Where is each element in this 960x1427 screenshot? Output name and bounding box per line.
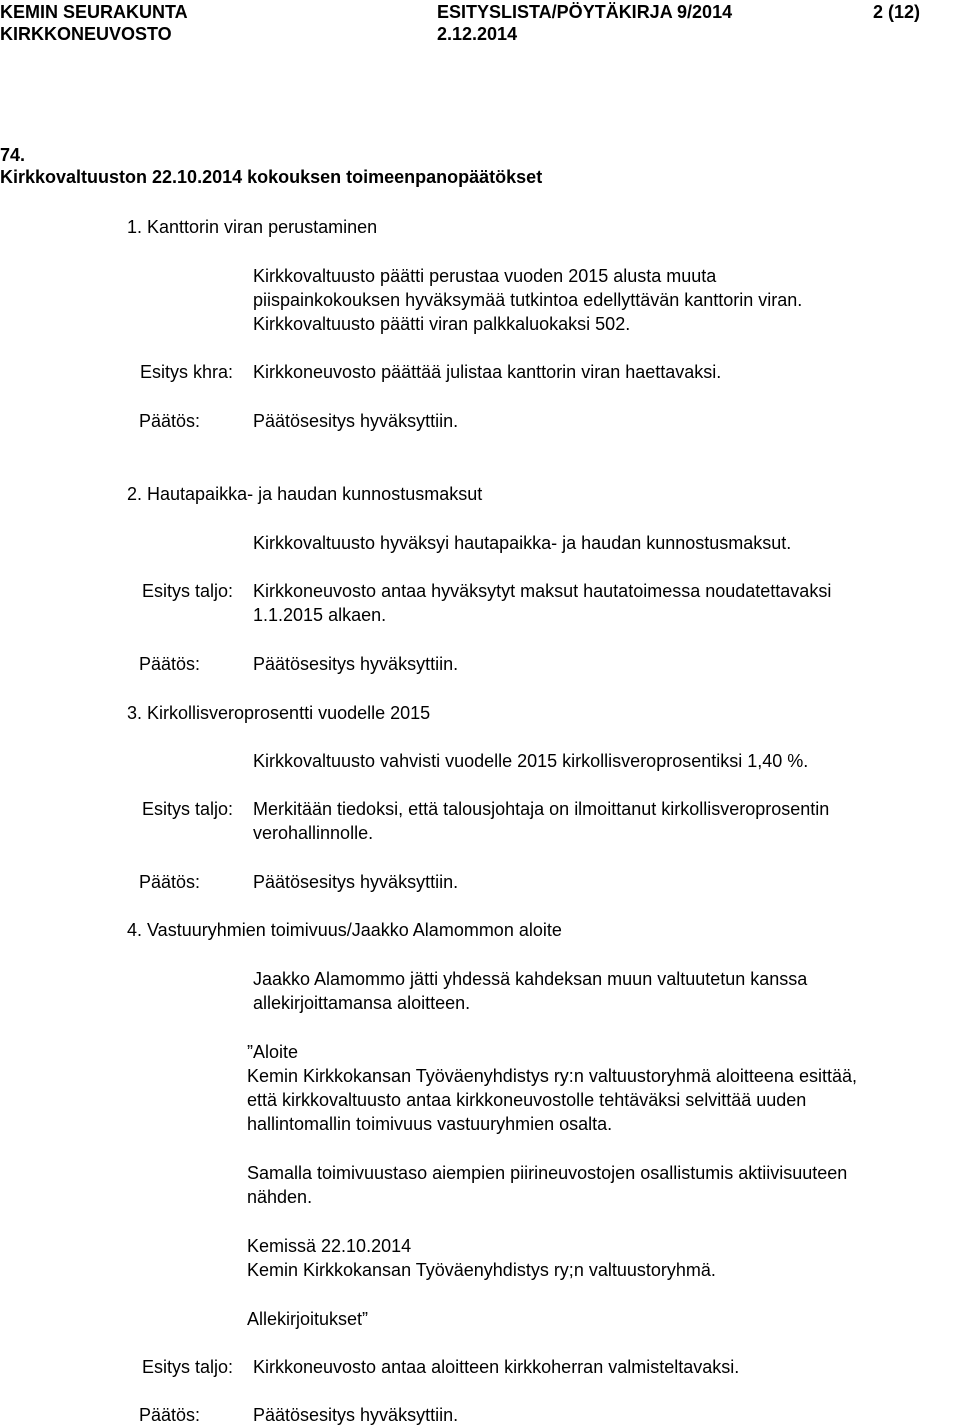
proposal-text: Merkitään tiedoksi, että talousjohtaja on ilmoittanut kirkollisveroprosentin <box>253 799 830 819</box>
item-text-line: Kirkkovaltuusto päätti viran palkkaluokaksi 502. <box>253 314 631 334</box>
proposal-label: Esitys taljo: <box>141 799 233 819</box>
item-text-line: Kirkkovaltuusto vahvisti vuodelle 2015 kirkollisveroprosentiksi 1,40 %. <box>253 751 809 771</box>
item-text-line: allekirjoittamansa aloitteen. <box>253 993 471 1013</box>
quote-line: Kemin Kirkkokansan Työväenyhdistys ry:n valtuustoryhmä aloitteena esittää, <box>247 1066 857 1086</box>
header-doc-type: ESITYSLISTA/PÖYTÄKIRJA 9/2014 <box>437 2 733 22</box>
decision-text: Päätösesitys hyväksyttiin. <box>253 1405 459 1425</box>
item-heading: 3. Kirkollisveroprosentti vuodelle 2015 <box>127 703 431 723</box>
quote-line: hallintomallin toimivuus vastuuryhmien osalta. <box>247 1114 613 1134</box>
quote-signatures: Allekirjoitukset” <box>247 1309 369 1329</box>
item-text-line: piispainkokouksen hyväksymää tutkintoa edellyttävän kanttorin viran. <box>253 290 803 310</box>
item-heading: 2. Hautapaikka- ja haudan kunnostusmaksut <box>127 484 483 504</box>
section-number: 74. <box>0 145 26 165</box>
header-body: KIRKKONEUVOSTO <box>0 24 172 44</box>
item-heading: 4. Vastuuryhmien toimivuus/Jaakko Alamommon aloite <box>127 920 562 940</box>
quote-title: ”Aloite <box>247 1042 299 1062</box>
item-text-line: Kirkkovaltuusto hyväksyi hautapaikka- ja haudan kunnostusmaksut. <box>253 533 792 553</box>
header-date: 2.12.2014 <box>437 24 518 44</box>
item-heading: 1. Kanttorin viran perustaminen <box>127 217 378 237</box>
quote-signer: Kemin Kirkkokansan Työväenyhdistys ry;n valtuustoryhmä. <box>247 1260 716 1280</box>
proposal-text: Kirkkoneuvosto antaa hyväksytyt maksut hautatoimessa noudatettavaksi <box>253 581 832 601</box>
decision-text: Päätösesitys hyväksyttiin. <box>253 411 459 431</box>
decision-text: Päätösesitys hyväksyttiin. <box>253 654 459 674</box>
header-org: KEMIN SEURAKUNTA <box>0 2 188 22</box>
proposal-label: Esitys khra: <box>139 362 233 382</box>
quote-line: nähden. <box>247 1187 313 1207</box>
decision-text: Päätösesitys hyväksyttiin. <box>253 872 459 892</box>
decision-label: Päätös: <box>138 654 200 674</box>
proposal-label: Esitys taljo: <box>141 581 233 601</box>
proposal-text: verohallinnolle. <box>253 823 374 843</box>
proposal-text: Kirkkoneuvosto päättää julistaa kanttorin viran haettavaksi. <box>253 362 722 382</box>
quote-place-date: Kemissä 22.10.2014 <box>247 1236 412 1256</box>
section-title: Kirkkovaltuuston 22.10.2014 kokouksen toimeenpanopäätökset <box>0 167 543 187</box>
proposal-text: 1.1.2015 alkaen. <box>253 605 387 625</box>
quote-line: että kirkkovaltuusto antaa kirkkoneuvostolle tehtäväksi selvittää uuden <box>247 1090 807 1110</box>
proposal-label: Esitys taljo: <box>141 1357 233 1377</box>
decision-label: Päätös: <box>138 1405 200 1425</box>
proposal-text: Kirkkoneuvosto antaa aloitteen kirkkoherran valmisteltavaksi. <box>253 1357 740 1377</box>
item-text-line: Kirkkovaltuusto päätti perustaa vuoden 2015 alusta muuta <box>253 266 717 286</box>
quote-line: Samalla toimivuustaso aiempien piirineuvostojen osallistumis aktiivisuuteen <box>247 1163 848 1183</box>
item-text-line: Jaakko Alamommo jätti yhdessä kahdeksan muun valtuutetun kanssa <box>253 969 808 989</box>
decision-label: Päätös: <box>138 872 200 892</box>
decision-label: Päätös: <box>138 411 200 431</box>
header-page: 2 (12) <box>873 2 921 22</box>
